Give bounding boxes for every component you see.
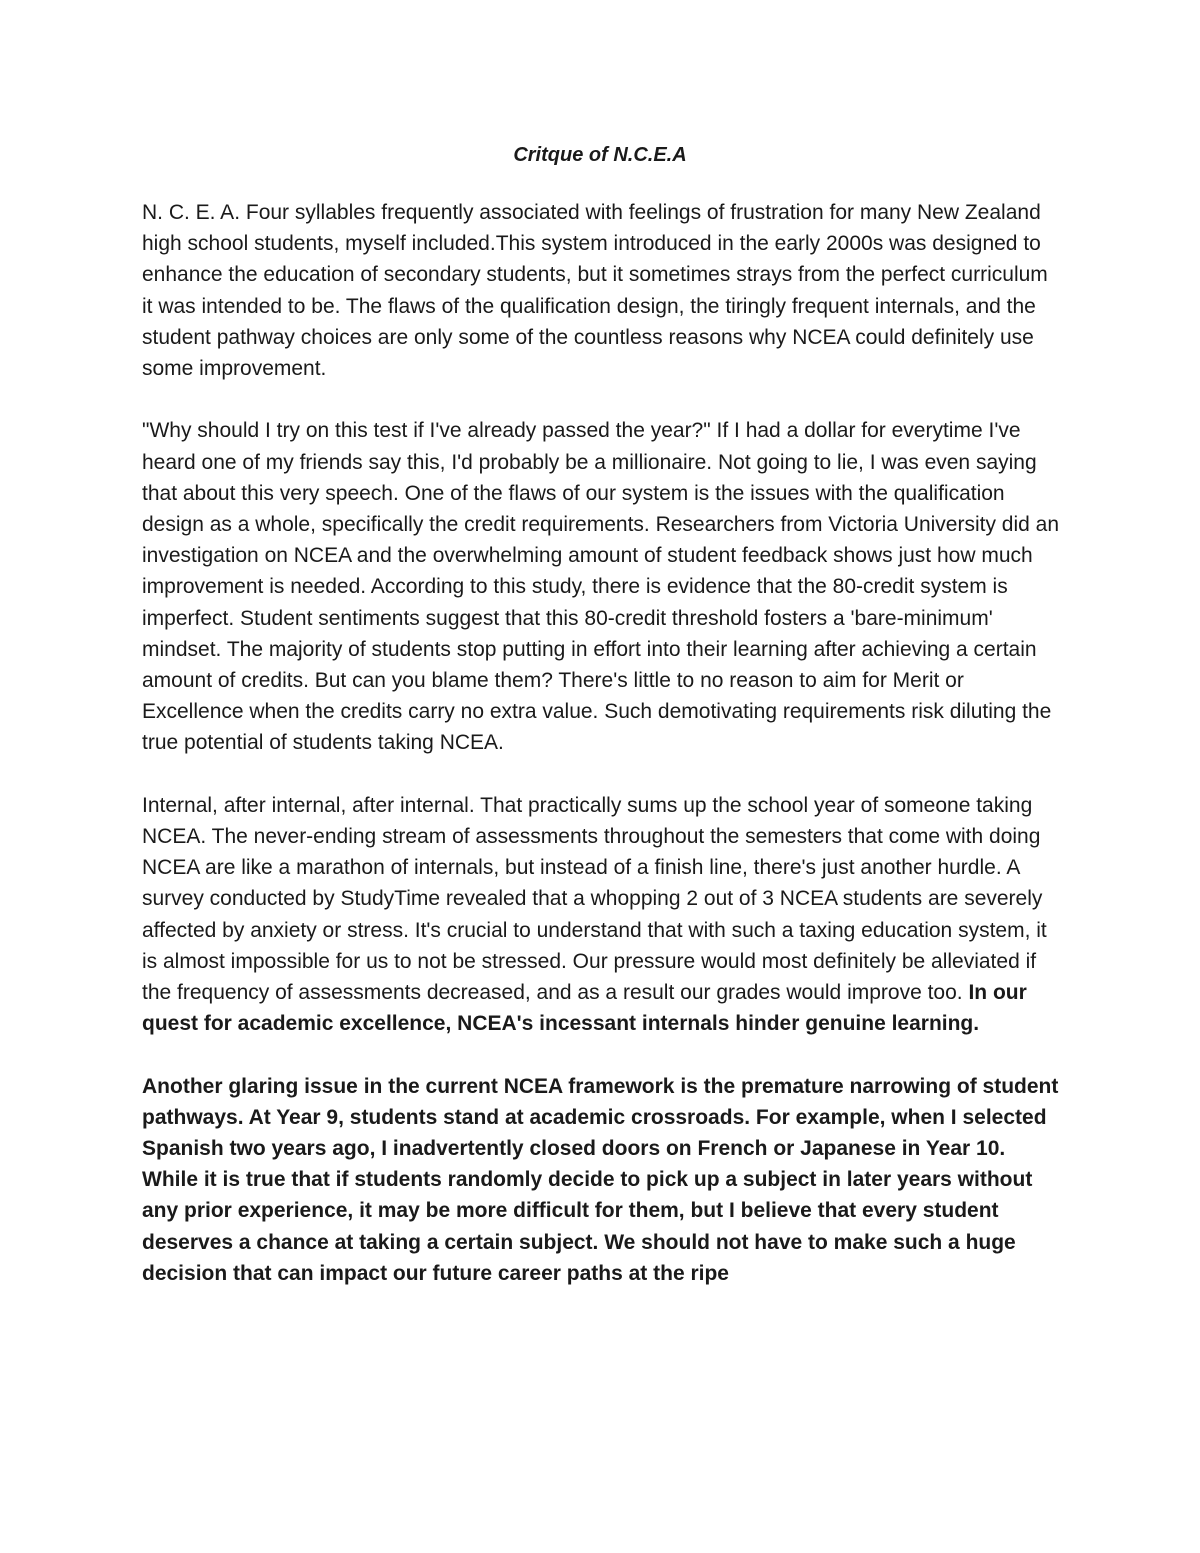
paragraph-qualification-design-text: "Why should I try on this test if I've already passed the year?" If I had a dollar for everytime I've heard one of my friends say this, I'd probably be a millionaire. Not going to lie, I was even saying that about this very speech. One of the flaws of our system is the issues with the qualification design as a whole, specifically the credit requirements. Researchers from Victoria University did an investigation on NCEA and the overwhelming amount of student feedback shows just how much improvement is needed. According to this study, there is evidence that the 80-credit system is imperfect. Student sentiments suggest that this 80-credit threshold fosters a 'bare-minimum' mindset. The majority of students stop putting in effort into their learning after achieving a certain amount of credits. But can you blame them? There's little to no reason to aim for Merit or Excellence when the credits carry no extra value. Such demotivating requirements risk diluting the true potential of students taking NCEA. [142,419,1060,755]
document-body [142,197,1062,1289]
paragraph-internals-text: Internal, after internal, after internal. That practically sums up the school year of someone taking NCEA. The never-ending stream of assessments throughout the semesters that come with doing NCEA are like a marathon of internals, but instead of a finish line, there's just another hurdle. A survey conducted by StudyTime revealed that a whopping 2 out of 3 NCEA students are severely affected by anxiety or stress. It's crucial to understand that with such a taxing education system, it is almost impossible for us to not be stressed. Our pressure would most definitely be alleviated if the frequency of assessments decreased, and as a result our grades would improve too. [142,793,1047,1005]
paragraph-pathways [142,1071,1062,1289]
paragraph-qualification-design [142,415,1062,758]
paragraph-intro [142,197,1062,384]
document-title: Critque of N.C.E.A [513,144,687,166]
paragraph-intro-text: N. C. E. A. Four syllables frequently associated with feelings of frustration for many New Zealand high school students, myself included.This system introduced in the early 2000s was designed to enhance the education of secondary students, but it sometimes strays from the perfect curriculum it was intended to be. The flaws of the qualification design, the tiringly frequent internals, and the student pathway choices are only some of the countless reasons why NCEA could definitely use some improvement. [142,201,1048,381]
paragraph-pathways-bold-text: Another glaring issue in the current NCEA framework is the premature narrowing of student pathways. At Year 9, students stand at academic crossroads. For example, when I selected Spanish two years ago, I inadvertently closed doors on French or Japanese in Year 10. While it is true that if students randomly decide to pick up a subject in later years without any prior experience, it may be more difficult for them, but I believe that every student deserves a chance at taking a certain subject. We should not have to make such a huge decision that can impact our future career paths at the ripe [142,1074,1059,1285]
paragraph-internals [142,790,1062,1040]
paragraph-internals-bold-text: In our quest for academic excellence, NCEA's incessant internals hinder genuine learning. [142,981,1027,1036]
